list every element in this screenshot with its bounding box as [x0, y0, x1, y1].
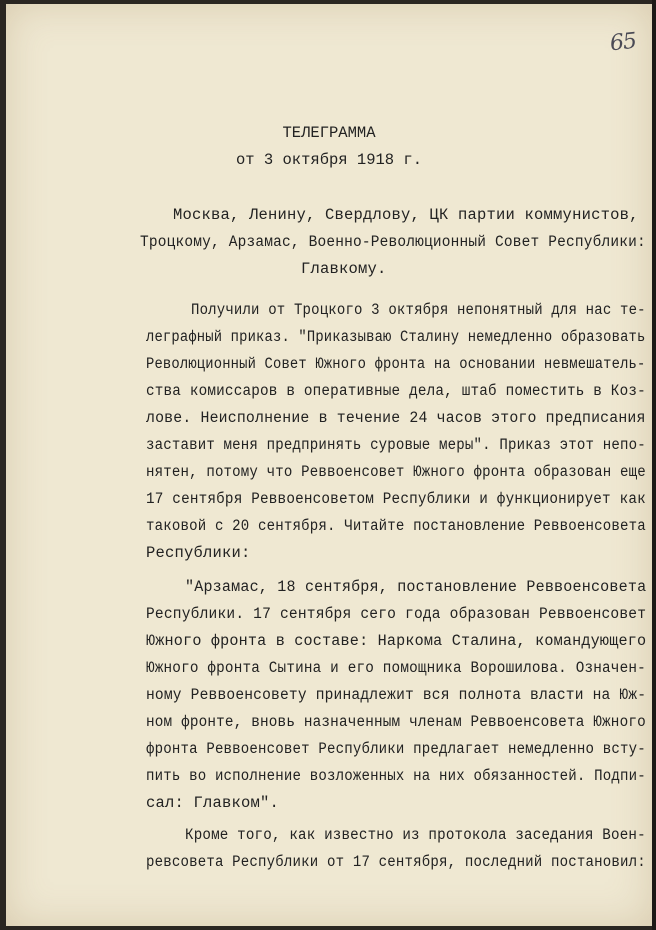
body-line: леграфный приказ. "Приказываю Сталину немедленно образовать	[146, 328, 646, 346]
scan-edge	[652, 0, 656, 930]
document-page	[6, 4, 652, 926]
body-line: заставит меня предпринять суровые меры". Приказ этот непо-	[146, 436, 646, 454]
quoted-order-line: Южного фронта в составе: Наркома Сталина, командующего	[146, 632, 647, 650]
quoted-order-line: Республики. 17 сентября сего года образован Реввоенсовет	[146, 605, 647, 623]
address-line: Москва, Ленину, Свердлову, ЦК партии коммунистов,	[173, 206, 639, 224]
quoted-order-line: "Арзамас, 18 сентября, постановление Реввоенсовета	[185, 578, 647, 596]
document-title: ТЕЛЕГРАММА	[282, 124, 376, 142]
body-line: Получили от Троцкого 3 октября непонятный для нас те-	[191, 301, 646, 319]
quoted-order-line: сал: Главком".	[146, 794, 280, 812]
address-line: Троцкому, Арзамас, Военно-Революционный Совет Республики:	[140, 233, 646, 251]
body-line: лове. Неисполнение в течение 24 часов этого предписания	[146, 409, 646, 427]
handwritten-page-number: 65	[608, 28, 638, 57]
body-line: Республики:	[146, 544, 251, 562]
body-line: Революционный Совет Южного фронта на основании невмешатель-	[146, 355, 646, 373]
document-date: от 3 октября 1918 г.	[235, 151, 423, 169]
body-line: нятен, потому что Реввоенсовет Южного фронта образован еще	[146, 463, 646, 481]
quoted-order-line: Южного фронта Сытина и его помощника Ворошилова. Означен-	[146, 659, 646, 677]
body-line: ства комиссаров в оперативные дела, штаб поместить в Коз-	[146, 382, 646, 400]
quoted-order-line: ному Реввоенсовету принадлежит вся полнота власти на Юж-	[146, 686, 647, 704]
quoted-order-line: ном фронте, вновь назначенным членам Реввоенсовета Южного	[146, 713, 646, 731]
body-line: 17 сентября Реввоенсоветом Республики и функционирует как	[146, 490, 646, 508]
body-line: таковой с 20 сентября. Читайте постановление Реввоенсовета	[146, 517, 646, 535]
quoted-order-line: пить во исполнение возложенных на них обязанностей. Подпи-	[146, 767, 646, 785]
body-line: ревсовета Республики от 17 сентября, последний постановил:	[146, 853, 646, 871]
address-line: Главкому.	[301, 260, 387, 278]
body-line: Кроме того, как известно из протокола заседания Воен-	[185, 826, 646, 844]
quoted-order-line: фронта Реввоенсовет Республики предлагает немедленно всту-	[146, 740, 646, 758]
